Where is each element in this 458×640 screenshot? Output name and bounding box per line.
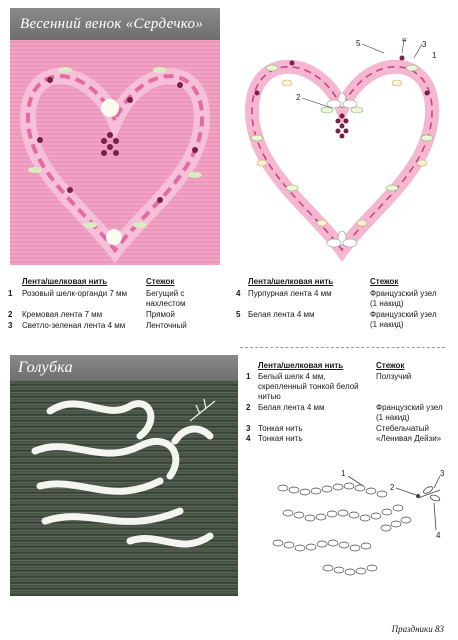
- row-stitch: Французский узел (1 накид): [376, 403, 443, 422]
- dove-diagram: [268, 468, 450, 588]
- row-stitch: Стебельчатый: [376, 424, 430, 433]
- page-footer: [392, 624, 444, 634]
- heart-wreath-photo: [10, 40, 220, 265]
- materials-table-dove: [246, 361, 451, 461]
- diagram1-label-3: 3: [422, 40, 427, 49]
- diagram1-label-2: 2: [296, 93, 301, 102]
- row-stitch: Прямой: [146, 310, 175, 319]
- column-header-material: Лента/шелковая нить: [258, 361, 344, 370]
- diagram1-label-5: 5: [356, 39, 361, 48]
- column-header-material: Лента/шелковая нить: [22, 277, 108, 286]
- diagram2-label-1: 1: [341, 469, 346, 478]
- row-number: 2: [8, 310, 13, 319]
- heart-wreath-diagram: [232, 38, 447, 268]
- row-number: 2: [246, 403, 251, 412]
- diagram2-label-2: 2: [390, 483, 395, 492]
- row-stitch: Французский узел (1 накид): [370, 289, 437, 308]
- row-material: Тонкая нить: [258, 424, 303, 433]
- section-divider: [240, 347, 445, 348]
- footer-section-name: Праздники: [391, 624, 433, 634]
- page-number: 83: [435, 624, 444, 634]
- row-number: 1: [246, 372, 251, 381]
- row-material: Пурпурная лента 4 мм: [248, 289, 332, 298]
- diagram2-label-3: 3: [440, 469, 445, 478]
- diagram2-label-4: 4: [436, 531, 441, 540]
- row-stitch: Французский узел (1 накид): [370, 310, 437, 329]
- diagram1-label-4: 4: [402, 38, 407, 44]
- row-number: 4: [236, 289, 241, 298]
- row-stitch: «Ленивая Дейзи»: [376, 434, 442, 443]
- section-title-heart: Весенний венок «Сердечко»: [10, 8, 220, 40]
- column-header-material: Лента/шелковая нить: [248, 277, 334, 286]
- row-stitch: Ползучий: [376, 372, 412, 381]
- row-number: 3: [246, 424, 251, 433]
- column-header-stitch: Стежок: [146, 277, 175, 286]
- column-header-stitch: Стежок: [370, 277, 399, 286]
- row-number: 3: [8, 321, 13, 330]
- row-material: Белая лента 4 мм: [258, 403, 325, 412]
- row-number: 4: [246, 434, 251, 443]
- row-stitch: Ленточный: [146, 321, 187, 330]
- row-material: Кремовая лента 7 мм: [22, 310, 103, 319]
- row-material: Светло-зеленая лента 4 мм: [22, 321, 126, 330]
- row-material: Тонкая нить: [258, 434, 303, 443]
- dove-embroidery-photo: [10, 381, 238, 596]
- section-title-dove: Голубка: [10, 355, 238, 381]
- row-number: 1: [8, 289, 13, 298]
- materials-table-heart-right: [236, 277, 450, 337]
- row-number: 5: [236, 310, 241, 319]
- row-stitch: Бегущий с нахлестом: [146, 289, 186, 308]
- row-material: Белая лента 4 мм: [248, 310, 315, 319]
- row-material: Розовый шелк-органди 7 мм: [22, 289, 128, 298]
- materials-table-heart-left: [8, 277, 233, 337]
- column-header-stitch: Стежок: [376, 361, 405, 370]
- row-material: Белый шелк 4 мм, скрепленный тонкой белой нитью: [258, 372, 359, 401]
- diagram1-label-1: 1: [432, 51, 437, 60]
